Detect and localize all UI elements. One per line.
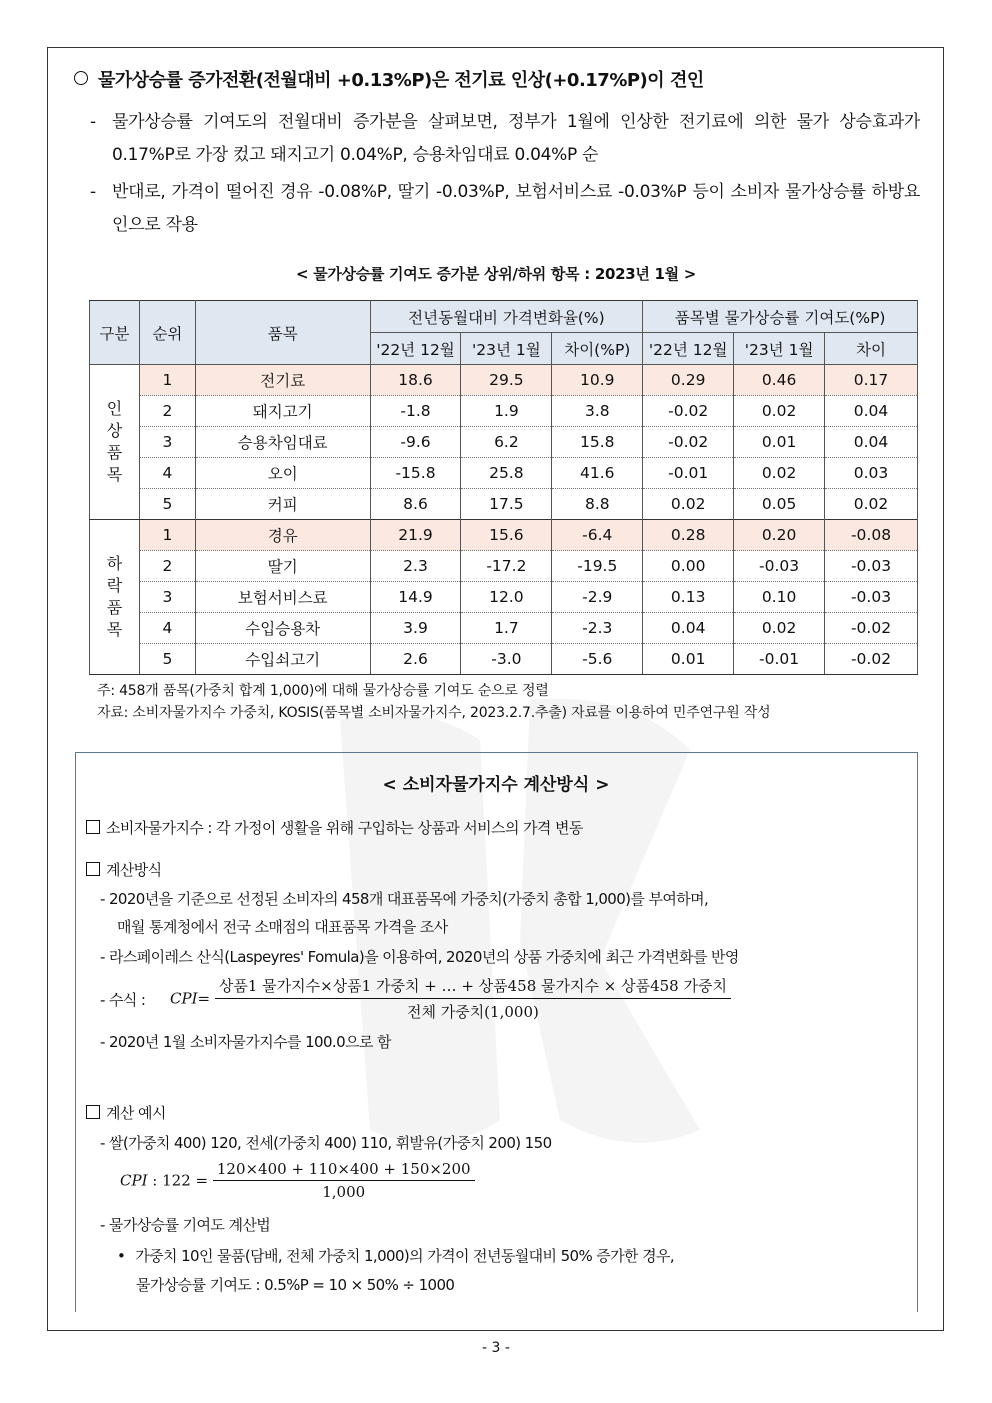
rank-cell: 5	[139, 489, 195, 520]
item-cell: 승용차임대료	[195, 427, 370, 458]
table-row	[90, 365, 918, 396]
formula-lhs: CPI=	[170, 989, 211, 1008]
item-cell: 수입승용차	[195, 613, 370, 644]
example-title-text: 계산 예시	[106, 1104, 166, 1122]
value-cell: -15.8	[370, 458, 461, 489]
checkbox-square-icon	[86, 1105, 100, 1119]
method-line-1a: - 2020년을 기준으로 선정된 소비자의 458개 대표품목에 가중치(가중치 총합 1,000)를 부여하며,	[100, 890, 709, 908]
formula-numerator: 상품1 물가지수×상품1 가중치 + … + 상품458 물가지수 × 상품458 가중치	[215, 975, 731, 999]
value-cell: 0.02	[734, 396, 825, 427]
value-cell: 0.01	[643, 644, 734, 675]
value-cell: 29.5	[461, 365, 552, 396]
value-cell: -17.2	[461, 551, 552, 582]
value-cell: 6.2	[461, 427, 552, 458]
table-row	[90, 551, 918, 582]
value-cell: 8.6	[370, 489, 461, 520]
value-cell: 3.8	[552, 396, 643, 427]
rank-cell: 1	[139, 520, 195, 551]
value-cell: 0.04	[825, 427, 918, 458]
value-cell: 21.9	[370, 520, 461, 551]
value-cell: 0.04	[825, 396, 918, 427]
value-cell: 0.13	[643, 582, 734, 613]
value-cell: 0.20	[734, 520, 825, 551]
value-cell: 0.17	[825, 365, 918, 396]
table-row	[90, 396, 918, 427]
value-cell: 1.7	[461, 613, 552, 644]
method-title	[86, 859, 162, 880]
example-formula	[120, 1160, 475, 1201]
value-cell: 2.6	[370, 644, 461, 675]
value-cell: -0.02	[643, 396, 734, 427]
value-cell: 1.9	[461, 396, 552, 427]
bullet-2	[90, 176, 920, 242]
method-line-3: - 2020년 1월 소비자물가지수를 100.0으로 함	[100, 1033, 391, 1051]
section-heading-text: 물가상승률 증가전환(전월대비 +0.13%P)은 전기료 인상(+0.17%P)이 견인	[98, 70, 704, 91]
table-row	[90, 458, 918, 489]
value-cell: 0.10	[734, 582, 825, 613]
table-row	[90, 644, 918, 675]
table-note: 주: 458개 품목(가중치 합계 1,000)에 대해 물가상승률 기여도 순으로 정렬	[97, 683, 549, 699]
value-cell: -19.5	[552, 551, 643, 582]
header-item: 품목	[195, 301, 370, 365]
subheader: '22년 12월	[643, 333, 734, 365]
table-row	[90, 489, 918, 520]
rank-cell: 5	[139, 644, 195, 675]
subheader: 차이	[825, 333, 918, 365]
table-source: 자료: 소비자물가지수 가중치, KOSIS(품목별 소비자물가지수, 2023.2.7.추출) 자료를 이용하여 민주연구원 작성	[97, 705, 771, 721]
subheader: '23년 1월	[461, 333, 552, 365]
value-cell: -2.9	[552, 582, 643, 613]
rank-cell: 4	[139, 458, 195, 489]
value-cell: -0.02	[643, 427, 734, 458]
rank-cell: 2	[139, 396, 195, 427]
value-cell: 0.01	[734, 427, 825, 458]
value-cell: -6.4	[552, 520, 643, 551]
value-cell: -1.8	[370, 396, 461, 427]
value-cell: -0.01	[643, 458, 734, 489]
method-line-2: - 라스페이레스 산식(Laspeyres' Fomula)을 이용하여, 2020년의 상품 가중치에 최근 가격변화를 반영	[100, 948, 739, 966]
value-cell: -0.03	[734, 551, 825, 582]
contribution-table	[89, 300, 918, 675]
value-cell: 0.46	[734, 365, 825, 396]
value-cell: 8.8	[552, 489, 643, 520]
page-number: - 3 -	[482, 1340, 510, 1356]
box-title: < 소비자물가지수 계산방식 >	[382, 775, 610, 795]
item-cell: 보험서비스료	[195, 582, 370, 613]
example-line-3a-text: 가중치 10인 물품(담배, 전체 가중치 1,000)의 가격이 전년동월대비 50% 증가한 경우,	[135, 1247, 675, 1265]
value-cell: 2.3	[370, 551, 461, 582]
value-cell: 0.04	[643, 613, 734, 644]
bullet-1	[90, 106, 920, 172]
header-group: 구분	[90, 301, 140, 365]
value-cell: 0.00	[643, 551, 734, 582]
value-cell: 15.6	[461, 520, 552, 551]
value-cell: 0.28	[643, 520, 734, 551]
example-lhs: CPI	[120, 1171, 148, 1190]
bullet-1-text: 물가상승률 기여도의 전월대비 증가분을 살펴보면, 정부가 1월에 인상한 전기료에 의한 물가 상승효과가 0.17%P로 가장 컸고 돼지고기 0.04%P, 승용차임대료 0.04%P 순	[112, 112, 920, 165]
header-rank: 순위	[139, 301, 195, 365]
item-cell: 돼지고기	[195, 396, 370, 427]
table-row	[90, 613, 918, 644]
value-cell: 0.03	[825, 458, 918, 489]
formula-denominator: 전체 가중치(1,000)	[406, 1003, 539, 1021]
bullet-2-text: 반대로, 가격이 떨어진 경유 -0.08%P, 딸기 -0.03%P, 보험서비스료 -0.03%P 등이 소비자 물가상승률 하방요인으로 작용	[112, 182, 920, 235]
subheader: '23년 1월	[734, 333, 825, 365]
example-line-2: - 물가상승률 기여도 계산법	[100, 1216, 271, 1234]
value-cell: 18.6	[370, 365, 461, 396]
example-eq: : 122 =	[152, 1171, 209, 1190]
header-contribution: 품목별 물가상승률 기여도(%P)	[643, 301, 918, 333]
item-cell: 딸기	[195, 551, 370, 582]
checkbox-square-icon	[86, 862, 100, 876]
rank-cell: 4	[139, 613, 195, 644]
group-label: 인상품목	[90, 365, 140, 520]
value-cell: -5.6	[552, 644, 643, 675]
bullet-dot-icon: •	[117, 1247, 126, 1265]
rank-cell: 1	[139, 365, 195, 396]
circle-bullet-icon	[74, 71, 88, 85]
item-cell: 경유	[195, 520, 370, 551]
section-heading	[74, 66, 704, 92]
example-numerator: 120×400 + 110×400 + 150×200	[213, 1160, 475, 1181]
table-title: < 물가상승률 기여도 증가분 상위/하위 항목 : 2023년 1월 >	[295, 265, 696, 283]
example-line-3b: 물가상승률 기여도 : 0.5%P = 10 × 50% ÷ 1000	[136, 1276, 455, 1294]
method-line-1b: 매월 통계청에서 전국 소매점의 대표품목 가격을 조사	[117, 918, 448, 936]
item-cell: 전기료	[195, 365, 370, 396]
value-cell: 0.02	[825, 489, 918, 520]
checkbox-square-icon	[86, 820, 100, 834]
example-line-1: - 쌀(가중치 400) 120, 전세(가중치 400) 110, 휘발유(가중치 200) 150	[100, 1134, 552, 1152]
example-fraction	[213, 1160, 475, 1201]
formula-label: - 수식 :	[100, 991, 146, 1009]
value-cell: 15.8	[552, 427, 643, 458]
item-cell: 오이	[195, 458, 370, 489]
cpi-definition	[86, 817, 583, 838]
value-cell: 12.0	[461, 582, 552, 613]
method-title-text: 계산방식	[106, 861, 162, 879]
cpi-definition-text: 소비자물가지수 : 각 가정이 생활을 위해 구입하는 상품과 서비스의 가격 변동	[106, 819, 583, 837]
value-cell: 0.05	[734, 489, 825, 520]
example-title	[86, 1102, 166, 1123]
value-cell: 0.02	[734, 458, 825, 489]
header-price-change: 전년동월대비 가격변화율(%)	[370, 301, 643, 333]
group-label: 하락품목	[90, 520, 140, 675]
value-cell: -9.6	[370, 427, 461, 458]
value-cell: -0.01	[734, 644, 825, 675]
value-cell: -3.0	[461, 644, 552, 675]
value-cell: 25.8	[461, 458, 552, 489]
value-cell: 0.29	[643, 365, 734, 396]
cpi-formula	[170, 975, 731, 1022]
rank-cell: 2	[139, 551, 195, 582]
value-cell: -0.08	[825, 520, 918, 551]
value-cell: 0.02	[643, 489, 734, 520]
value-cell: -0.02	[825, 644, 918, 675]
dash-icon: -	[90, 112, 96, 132]
table-row	[90, 520, 918, 551]
value-cell: -0.02	[825, 613, 918, 644]
example-denominator: 1,000	[322, 1183, 366, 1201]
value-cell: -2.3	[552, 613, 643, 644]
value-cell: -0.03	[825, 582, 918, 613]
value-cell: 0.02	[734, 613, 825, 644]
value-cell: 14.9	[370, 582, 461, 613]
item-cell: 수입쇠고기	[195, 644, 370, 675]
value-cell: 41.6	[552, 458, 643, 489]
table-row	[90, 582, 918, 613]
formula-fraction	[215, 975, 731, 1022]
rank-cell: 3	[139, 427, 195, 458]
subheader: '22년 12월	[370, 333, 461, 365]
example-line-3a	[117, 1245, 674, 1266]
subheader: 차이(%P)	[552, 333, 643, 365]
dash-icon: -	[90, 182, 96, 202]
value-cell: -0.03	[825, 551, 918, 582]
value-cell: 17.5	[461, 489, 552, 520]
value-cell: 3.9	[370, 613, 461, 644]
item-cell: 커피	[195, 489, 370, 520]
rank-cell: 3	[139, 582, 195, 613]
value-cell: 10.9	[552, 365, 643, 396]
table-row	[90, 427, 918, 458]
